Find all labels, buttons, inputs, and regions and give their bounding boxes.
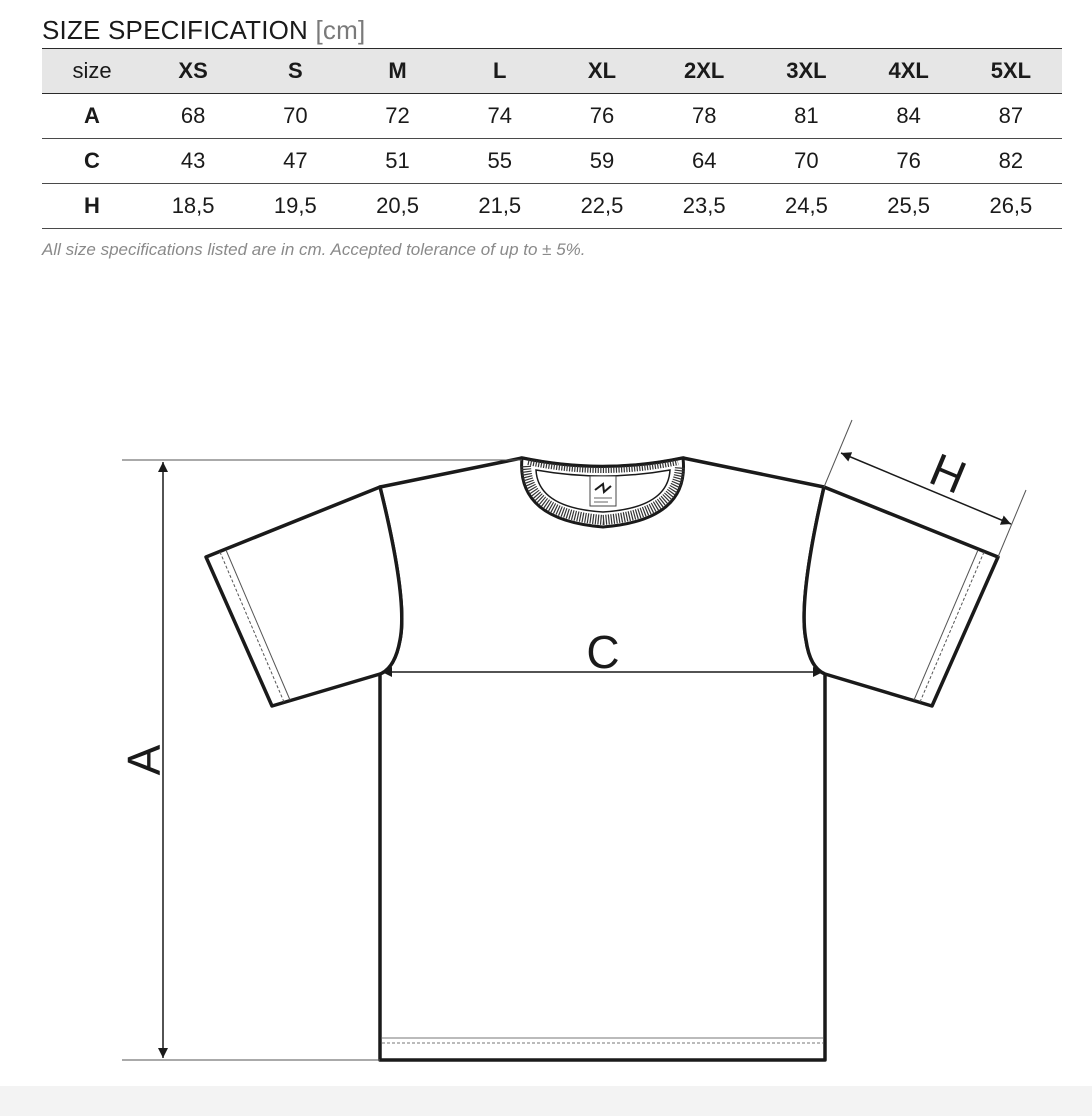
footer-band (0, 1086, 1092, 1116)
table-cell: 84 (858, 94, 960, 139)
table-cell: 74 (449, 94, 551, 139)
table-cell: 78 (653, 94, 755, 139)
table-cell: 70 (244, 94, 346, 139)
title-text: SIZE SPECIFICATION (42, 15, 309, 45)
size-header-m: M (346, 49, 448, 94)
table-cell: 47 (244, 139, 346, 184)
table-cell: 76 (551, 94, 653, 139)
table-cell: 64 (653, 139, 755, 184)
table-cell: 23,5 (653, 184, 755, 229)
right-sleeve (804, 487, 998, 706)
row-label: H (42, 184, 142, 229)
table-cell: 81 (755, 94, 857, 139)
size-header-s: S (244, 49, 346, 94)
size-header-4xl: 4XL (858, 49, 960, 94)
table-cell: 87 (960, 94, 1062, 139)
table-cell: 25,5 (858, 184, 960, 229)
table-cell: 43 (142, 139, 244, 184)
table-cell: 51 (346, 139, 448, 184)
table-cell: 55 (449, 139, 551, 184)
title-unit: [cm] (315, 15, 366, 45)
neck-label-icon (590, 476, 616, 506)
tolerance-note: All size specifications listed are in cm. Accepted tolerance of up to ± 5%. (42, 240, 586, 259)
table-cell: 70 (755, 139, 857, 184)
table-cell: 22,5 (551, 184, 653, 229)
dimension-h-label: H (922, 442, 974, 504)
dimension-a-label: A (118, 744, 170, 776)
size-header-xl: XL (551, 49, 653, 94)
tshirt-body (380, 458, 825, 1060)
table-cell: 82 (960, 139, 1062, 184)
size-header-2xl: 2XL (653, 49, 755, 94)
left-sleeve (206, 487, 402, 706)
dimension-c-label: C (586, 626, 620, 678)
table-cell: 19,5 (244, 184, 346, 229)
table-cell: 18,5 (142, 184, 244, 229)
table-cell: 21,5 (449, 184, 551, 229)
size-column-header: size (42, 49, 142, 94)
row-label: A (42, 94, 142, 139)
size-header-3xl: 3XL (755, 49, 857, 94)
size-header-xs: XS (142, 49, 244, 94)
tshirt-outline (206, 458, 998, 1060)
table-cell: 20,5 (346, 184, 448, 229)
table-cell: 26,5 (960, 184, 1062, 229)
table-cell: 59 (551, 139, 653, 184)
table-cell: 72 (346, 94, 448, 139)
table-cell: 68 (142, 94, 244, 139)
size-header-5xl: 5XL (960, 49, 1062, 94)
row-label: C (42, 139, 142, 184)
table-cell: 24,5 (755, 184, 857, 229)
size-header-l: L (449, 49, 551, 94)
table-cell: 76 (858, 139, 960, 184)
